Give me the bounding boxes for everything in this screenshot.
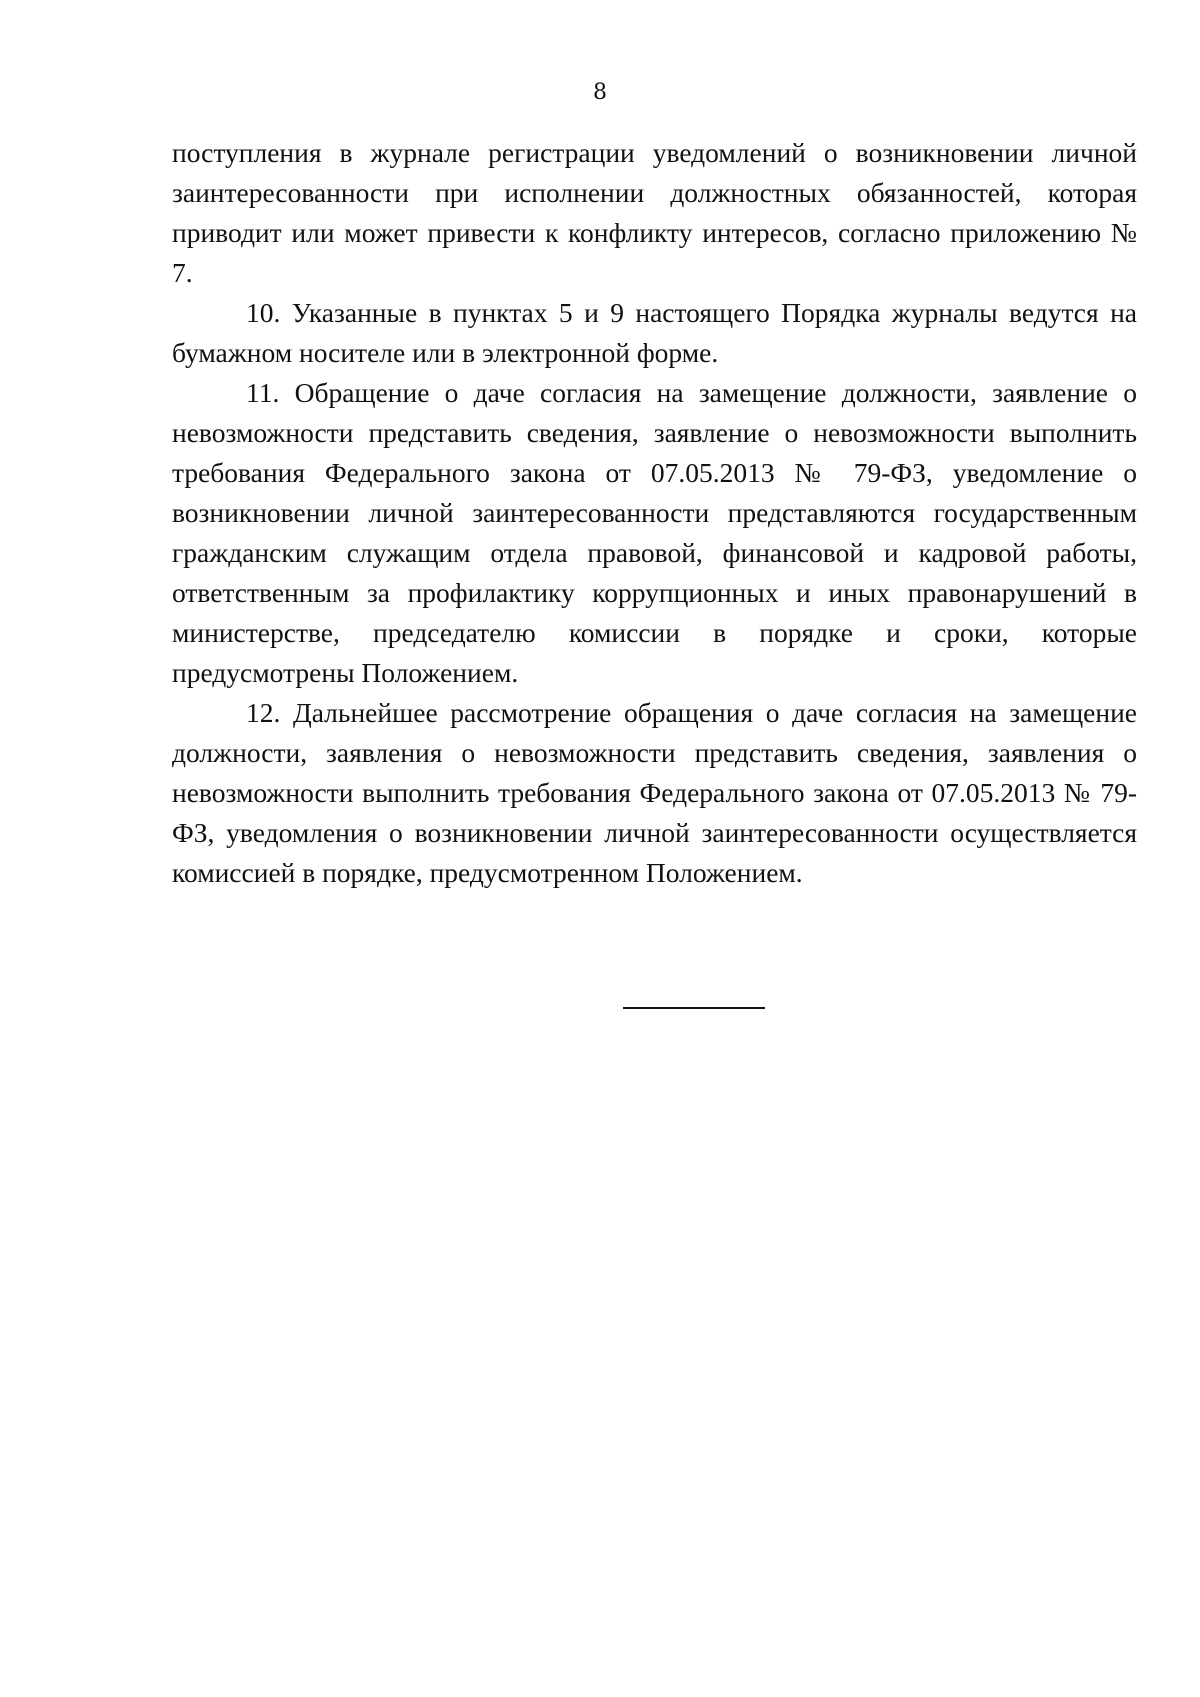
paragraph-10: 10. Указанные в пунктах 5 и 9 настоящего Порядка журналы ведутся на бумажном носителе или в электронной форме.	[172, 297, 1137, 368]
page-number: 8	[593, 80, 607, 105]
end-of-document-rule	[623, 1007, 765, 1009]
paragraph-9-continuation: поступления в журнале регистрации уведомлений о возникновении личной заинтересованности при исполнении должностных обязанностей, которая приводит или может привести к конфликту интересов, согласно приложению № 7.	[172, 137, 1137, 288]
paragraph-12: 12. Дальнейшее рассмотрение обращения о даче согласия на замещение должности, заявления о невозможности представить сведения, заявления о невозможности выполнить требования Федерального закона от 07.05.2013 № 79-ФЗ, уведомления о возникновении личной заинтересованности осуществляется комиссией в порядке, предусмотренном Положением.	[172, 697, 1137, 888]
document-body	[172, 133, 1137, 893]
paragraph-11: 11. Обращение о даче согласия на замещение должности, заявление о невозможности представить сведения, заявление о невозможности выполнить требования Федерального закона от 07.05.2013 № 79-ФЗ, уведомление о возникновении личной заинтересованности представляются государственным гражданским служащим отдела правовой, финансовой и кадровой работы, ответственным за профилактику коррупционных и иных правонарушений в министерстве, председателю комиссии в порядке и сроки, которые предусмотрены Положением.	[172, 377, 1137, 688]
